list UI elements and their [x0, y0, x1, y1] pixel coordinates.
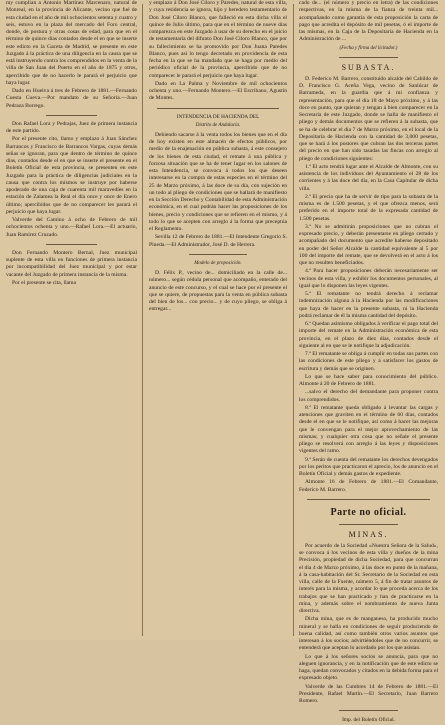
column-rule [142, 4, 143, 636]
section-subheading: Distrito de Andalucía. [195, 122, 241, 128]
paragraph: Por el presente cito, llamo y emplazo á Juan Sánchez Barrancos y Francisco de Barrancos Vargas, cuyas demás señas se ignoran, para que dentro de término de quince días, contados desde el en que se inserte el presente en el Boletín Oficial de esta provincia, se presenten en este Juzgado para la práctica de diligencias judiciales en la causa que contra los mismos se instruye por haberse apoderado de una caja de cuarenta mil maravedíes en la estación de Zalamea la Real el día once y once de Enero último; apercibidos que de no comparecer les parará el perjuicio que haya lugar. [6, 136, 137, 215]
paragraph: Por el presente se cita, llama [12, 279, 76, 286]
divider [46, 244, 97, 245]
divider [307, 499, 430, 500]
paragraph: 2.ª El precio que ha de servir de tipo para la subasta de la misma es de 1.500 pesetas, y el que ofrezca menos, será preferido en el importe total de la expresada cantidad de 1.500 pesetas. [299, 193, 438, 222]
paragraph: 6.ª Quedan asimismo obligados á verificar el pago total del importe del remate en la Administración económica de esta provincia, en el plazo de diez días, contados desde el siguiente al en que se le notifique la adjudicación. [299, 321, 438, 349]
paragraph: ...salvo el derecho del demandante para proponer contra los comprendidos. [299, 389, 438, 403]
section-heading: SUBASTA. [341, 62, 396, 72]
divider [157, 108, 279, 109]
paragraph: D. Federico M. Barrero, constituido alcalde del Cabildo de D. Francisco G. Aceña Vega, vecino de Sanlúcar de Barrameda, en la guardia que á mi confianza y representación, para que el día 18 de Mayo próximo, y á las doce en punto, que quieran y tengan á bien comparecer en la Secretaría de este Juzgado, donde se halla de manifiesto el pliego y demás documentos que se refieren á la subasta, que se ha de celebrar el día 7 de Marzo próximo, en el local de la Depositaría de Hacienda con la cantidad de 3,000 pesetas, que se hará á los postores que cubran las dos terceras partes del precio en que han sido tasadas las fincas con arreglo al pliego de condiciones siguientes: [299, 75, 438, 162]
divider [189, 254, 247, 255]
paragraph: my cumplian a Antonio Martínez Marcenaro, natural de Monreal, en la provincia de Alicante, vecino que fué de esta ciudad en el año de mil ochocientos setenta y cuatro y seis, estuvo en la plaza del mercado del Foro central, donde, de postura y otras cosas de edad, para que en el término de quince días contados desde el en que se inserte este edicto en la Gaceta de Madrid, se presente en este Juzgado á la práctica de una diligencia en la causa que se está instruyendo contra los comprendidos en la venta de la villa de San Juan del Puerto en el año de 1875 y otros, apercibido que de no hacerlo le parará el perjuicio que haya lugar. [6, 0, 137, 86]
divider [46, 115, 97, 116]
divider [339, 57, 398, 58]
paragraph: Lo que se hace saber para conocimiento del público. Almonte á 20 de Febrero de 1881. [299, 373, 438, 387]
paragraph: 1.ª El acto tendrá lugar ante el Alcalde de Almonte, con su asistencia de los individuos del Ayuntamiento el 28 de los corrientes y á las doce del día, en la Casa Capitular de dicha villa. [299, 163, 438, 192]
section-heading: Parte no oficial. [330, 506, 407, 518]
column-middle [146, 0, 290, 640]
divider [339, 524, 398, 525]
paragraph: Sevilla 12 de Febrero de 1881.—El Intendente Gregorio S. Pineda.—El Administrador, José D. de Herrera. [149, 234, 287, 248]
paragraph: Lo que á los señores socios se anuncia, para que no aleguen ignorancia, y en la notificación que de este edicto se haga, quedan convocados y citados en la debida forma para el expresado objeto. [299, 653, 438, 682]
signature-note: (Fecha y firma del licitador.) [339, 45, 398, 51]
paragraph: 7.ª El rematante se obliga á cumplir en todas sus partes con las condiciones de este pliego y á satisfacer los gastos de escritura y demás que se originen. [299, 351, 438, 372]
paragraph: Don Fernando Montero Bernal, Juez municipal suplente de esta villa en funciones de primera instancia por incompatibilidad del Juez municipal y por estar vacante del Juzgado de primera instancia de la misma. [6, 249, 137, 278]
section-heading: MINAS. [348, 529, 389, 539]
paragraph: 9.ª Serán de cuenta del rematante los derechos devengados por los peritos que practicaron el aprecio, los de anuncio en el Boletín Oficial y demás gastos de expediente. [299, 456, 438, 477]
column-rule [293, 4, 294, 636]
section-heading: INTENDENCIA DE HACIENDA DEL [176, 113, 260, 120]
paragraph: D. Félix P., vecino de... domiciliado en la calle de... número... según cédula personal que acompaño, enterado del anuncio de este concurso, y el cual se hace por el presente el que se quiere, de propuestas para la venta en pública subasta del bien de los... con precio... y de cuyo pliego, se obliga á entregar... [149, 270, 287, 313]
printer-footer: Imp. del Boletín Oficial. [342, 717, 395, 724]
paragraph: Debiendo sacarse á la venta todos los bienes que en el día de hoy existen en este almacén de efectos públicos, por medio de la enajenación en pública subasta, á este consejero de los bienes de esta ciudad, el remate á una pública y forzosa situación que se ha de tener lugar en los salones de esta Intendencia, se convoca á todos los que deseen interesarse en la compra de estas especies en el término del 25 de Marzo próximo, á las doce de su día, con sujeción en un todo al pliego de condiciones que se hallará de manifiesto en la Sección Derecho y Contabilidad de esta Administración económica, en el cual podrán hacer las proposiciones de los bienes, precio y condiciones que se refieren en el mismo, y á todo lo que se acepten con arreglo á la forma que preceptúa el Reglamento. [149, 131, 287, 232]
paragraph: Por acuerdo de la Sociedad «Nuestra Señora de la Salud», se convoca á los vecinos de esta villa y dueños de la mina Precisión, propiedad de dicha Sociedad, para que concurran el día 4 de Marzo próximo, á las doce en punto de la mañana, á la casa-habitación del Sr. Secretario de la Sociedad en esta villa, calle de la Fuente, número 5, á fin de tratar asuntos de interés para la misma, y acordar lo que proceda acerca de los trabajos que se han practicado y han de practicarse en la mina, y además sobre el nombramiento de nueva Junta directiva. [299, 542, 438, 614]
paragraph: 5.ª El rematante no tendrá derecho á reclamar indemnización alguna á la Hacienda por las modificaciones que haya de hacer en la presente subasta, ni la Hacienda podrá reclamar de él la misma cantidad del depósito. [299, 291, 438, 319]
paragraph: Almonte 16 de Febrero de 1881.—El Comandante, Federico M. Barrero. [299, 479, 438, 493]
paragraph: Dado en Huelva á tres de Febrero de 1881.—Fernando Cuesta Cueva.—Por mandato de su Señoría.—Juan Pedraza Borrego. [6, 88, 137, 109]
paragraph: cado de... (el número y precio en letra) de las condiciones respectivas, en la misma de la fianza de treinta mil... acompañando como garantía de esta proposición la carta de pago que acredita el depósito de mil pesetas, ó el importe de las mismas, en la Caja de la Depositaría de Hacienda en la Administración de ... [299, 0, 438, 43]
column-left [6, 0, 140, 640]
paragraph: y emplazo á Don José Ciloro y Paredes, natural de esta villa, y cuya residencia se ignora, hijo y heredero testamentario de Don José Ciloro Blanco, que falleció en esta dicha villa el quince de Julio último, para que en el término de nueve días comparezca en este Juzgado á usar de su derecho en el juicio de testamentaría del difunto Don José Ciloro Blanco, que por su fallecimiento se ha promovido por Don Juana Paredes Blanco, pues así lo tengo decretado en providencia de esta fecha en la que se ha mandado que se haga por medio del periódico oficial de la provincia, apercibido que de no comparecer le parará el perjuicio que haya lugar. [149, 0, 287, 79]
paragraph: 8.ª El rematante queda obligado á levantar las cargas y atenciones que graviten en el término de 60 días, contados desde el en que se le notifique, así como á hacer las mejoras que le convengan para el mejor aprovechamiento de las mismas; y cualquier otra cosa que no señale el presente pliego se resolverá con arreglo á las leyes y disposiciones vigentes del ramo. [299, 404, 438, 455]
section-subheading: Modelo de proposición. [194, 260, 242, 266]
paragraph: Dado en La Palma y Noviembre de mil ochocientos ochenta y uno.—Fernando Montero.—El Escribano, Agustín de Montes. [149, 80, 287, 102]
paragraph: Dicha mina, que es de manganeso, ha producido mucho mineral y se halla en condiciones de seguir produciendo de buena calidad, así como también otros varios asuntos que interesan á los socios; advirtiéndoles que de no concurrir, se entenderá que aceptan lo acordado por los que asistan. [299, 616, 438, 652]
paragraph: 3.ª No se admitirán proposiciones que no cubran el expresado precio, y deberán presentarse en pliego cerrado y acompañado del documento que acredite haberse depositado en poder del Señor Alcalde la cantidad equivalente al 5 por 100 del importe del remate, que se devolverá en el acto á los que no resulten beneficiados. [299, 223, 438, 266]
paragraph: 4.ª Para hacer proposiciones deberán necesariamente ser vecinos de esta villa, y exhibir los documentos personales, al igual que lo disponen las leyes vigentes. [299, 268, 438, 289]
paragraph: Valverde de las Cumbres 14 de Febrero de 1881.—El Presidente, Rafael Martín.—El Secretario, Juan Barrero Romero. [299, 683, 438, 704]
divider [339, 710, 398, 711]
column-right [296, 0, 438, 724]
paragraph: Valverde del Camino á ocho de Febrero de mil ochocientos ochenta y uno.—Rafael Lora.—El actuario, Juan Ramírez Cruzado. [6, 217, 137, 238]
paragraph: Don Rafael Lora y Pedrajas, Juez de primera instancia de este partido. [6, 120, 137, 134]
